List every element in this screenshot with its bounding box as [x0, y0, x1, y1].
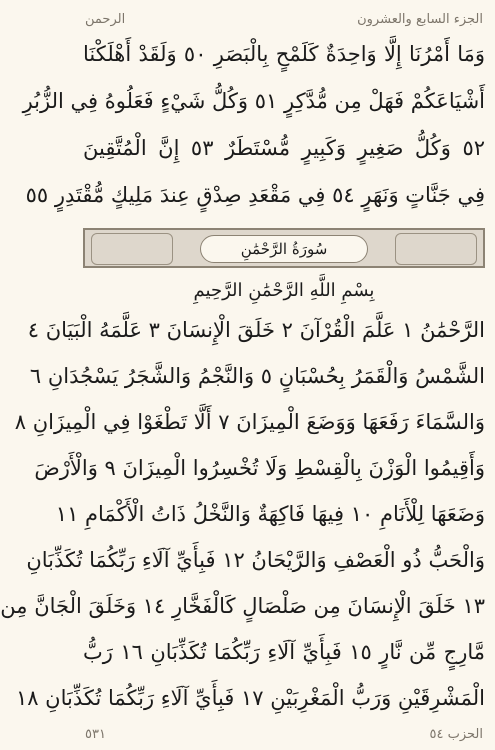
page-header — [85, 8, 483, 30]
verse-line: وَضَعَهَا لِلْأَنَامِ ١٠ فِيهَا فَاكِهَةٌ وَالنَّخْلُ ذَاتُ الْأَكْمَامِ ١١ — [55, 502, 485, 526]
verse-line: ١٣ خَلَقَ الْإِنسَانَ مِن صَلْصَالٍ كَالْفَخَّارِ ١٤ وَخَلَقَ الْجَانَّ مِن — [0, 594, 485, 618]
verse-line: وَالْحَبُّ ذُو الْعَصْفِ وَالرَّيْحَانُ ١٢ فَبِأَيِّ آلَاءِ رَبِّكُمَا تُكَذِّبَانِ — [26, 548, 485, 572]
ornament-icon — [91, 233, 173, 265]
surah-label: الرحمن — [85, 11, 126, 27]
verse-line: ٥٢ وَكُلُّ صَغِيرٍ وَكَبِيرٍ مُّسْتَطَرٌ ٥٣ إِنَّ الْمُتَّقِينَ — [83, 136, 486, 160]
surah-title-banner — [83, 228, 485, 268]
juz-label: الجزء السابع والعشرون — [357, 11, 483, 27]
ornament-icon — [395, 233, 477, 265]
verse-line: أَشْيَاعَكُمْ فَهَلْ مِن مُّدَّكِرٍ ٥١ وَكُلُّ شَيْءٍ فَعَلُوهُ فِي الزُّبُرِ — [22, 89, 485, 113]
verse-line: وَأَقِيمُوا الْوَزْنَ بِالْقِسْطِ وَلَا تُخْسِرُوا الْمِيزَانَ ٩ وَالْأَرْضَ — [34, 456, 485, 480]
verse-line: الْمَشْرِقَيْنِ وَرَبُّ الْمَغْرِبَيْنِ ١٧ فَبِأَيِّ آلَاءِ رَبِّكُمَا تُكَذِّبَانِ ١٨ — [15, 686, 485, 710]
verse-line: الشَّمْسُ وَالْقَمَرُ بِحُسْبَانٍ ٥ وَالنَّجْمُ وَالشَّجَرُ يَسْجُدَانِ ٦ — [29, 364, 485, 388]
page-number: ٥٣١ — [85, 726, 106, 742]
surah-title: سُورَةُ الرَّحْمَٰنِ — [200, 235, 368, 263]
basmala: بِسْمِ اللَّهِ الرَّحْمَٰنِ الرَّحِيمِ — [193, 280, 375, 301]
hizb-label: الحزب ٥٤ — [429, 726, 483, 742]
verse-line: مَّارِجٍ مِّن نَّارٍ ١٥ فَبِأَيِّ آلَاءِ رَبِّكُمَا تُكَذِّبَانِ ١٦ رَبُّ — [83, 640, 485, 664]
page-footer — [85, 724, 483, 744]
verse-line: فِي جَنَّاتٍ وَنَهَرٍ ٥٤ فِي مَقْعَدِ صِدْقٍ عِندَ مَلِيكٍ مُّقْتَدِرٍ ٥٥ — [25, 183, 485, 207]
verse-line: وَالسَّمَاءَ رَفَعَهَا وَوَضَعَ الْمِيزَانَ ٧ أَلَّا تَطْغَوْا فِي الْمِيزَانِ ٨ — [14, 410, 485, 434]
verse-line: وَمَا أَمْرُنَا إِلَّا وَاحِدَةٌ كَلَمْحٍ بِالْبَصَرِ ٥٠ وَلَقَدْ أَهْلَكْنَا — [83, 42, 486, 66]
verse-line: الرَّحْمَٰنُ ١ عَلَّمَ الْقُرْآنَ ٢ خَلَقَ الْإِنسَانَ ٣ عَلَّمَهُ الْبَيَانَ ٤ — [27, 318, 485, 342]
